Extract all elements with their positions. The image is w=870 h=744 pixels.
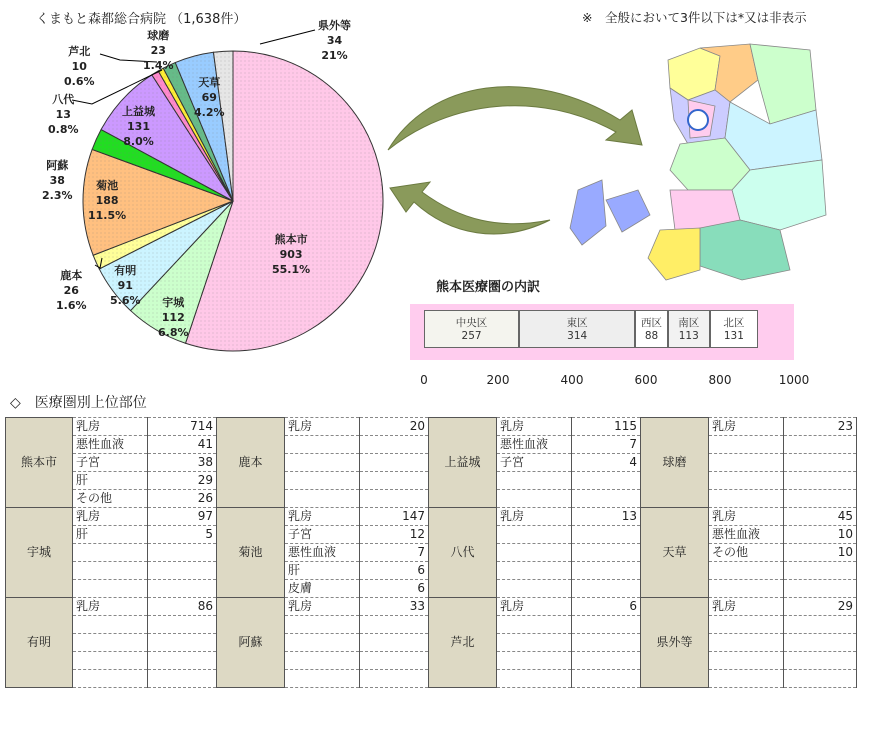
site-count-cell: 41	[148, 436, 217, 454]
site-count-cell	[360, 454, 429, 472]
site-count-cell: 115	[572, 418, 641, 436]
region-cell: 有明	[6, 598, 73, 688]
table-row	[6, 598, 857, 616]
arrow-to-map-icon	[388, 87, 642, 150]
site-name-cell	[709, 634, 784, 652]
site-count-cell	[360, 634, 429, 652]
site-name-cell	[73, 634, 148, 652]
site-count-cell	[784, 670, 857, 688]
site-name-cell: 悪性血液	[497, 436, 572, 454]
site-name-cell: 悪性血液	[73, 436, 148, 454]
bar-segment-2	[635, 310, 668, 348]
site-count-cell: 38	[148, 454, 217, 472]
site-name-cell: 悪性血液	[285, 544, 360, 562]
bar-segment-label: 中央区	[455, 317, 488, 329]
site-count-cell: 26	[148, 490, 217, 508]
note-text: ※ 全般において3件以下は*又は非表示	[582, 10, 807, 25]
site-count-cell	[784, 616, 857, 634]
site-name-cell	[73, 616, 148, 634]
bar-segment-0	[424, 310, 519, 348]
bar-segment-value: 131	[723, 330, 744, 342]
site-name-cell	[73, 670, 148, 688]
site-name-cell: 肝	[73, 472, 148, 490]
bar-segment-value: 88	[644, 330, 659, 342]
site-name-cell	[73, 544, 148, 562]
kumamoto-map	[570, 44, 826, 280]
region-cell: 県外等	[641, 598, 709, 688]
site-name-cell	[285, 652, 360, 670]
site-count-cell	[572, 526, 641, 544]
site-count-cell: 6	[572, 598, 641, 616]
arrow-from-map-icon	[390, 182, 550, 234]
site-name-cell	[497, 670, 572, 688]
site-name-cell	[497, 580, 572, 598]
region-cell: 芦北	[429, 598, 497, 688]
site-count-cell	[360, 616, 429, 634]
site-name-cell: 乳房	[497, 598, 572, 616]
site-count-cell	[148, 652, 217, 670]
site-count-cell: 10	[784, 544, 857, 562]
site-name-cell: 肝	[73, 526, 148, 544]
site-count-cell	[148, 670, 217, 688]
site-count-cell	[784, 472, 857, 490]
site-count-cell: 4	[572, 454, 641, 472]
site-name-cell	[497, 544, 572, 562]
site-count-cell: 29	[784, 598, 857, 616]
site-name-cell	[285, 670, 360, 688]
site-count-cell	[784, 634, 857, 652]
table-row	[6, 508, 857, 526]
site-count-cell: 29	[148, 472, 217, 490]
site-count-cell: 23	[784, 418, 857, 436]
site-name-cell	[709, 616, 784, 634]
region-cell: 天草	[641, 508, 709, 598]
site-count-cell	[572, 652, 641, 670]
site-count-cell: 714	[148, 418, 217, 436]
site-count-cell	[572, 616, 641, 634]
site-name-cell	[285, 634, 360, 652]
site-name-cell: その他	[709, 544, 784, 562]
bar-segment-label: 北区	[723, 317, 745, 329]
site-name-cell	[497, 634, 572, 652]
site-name-cell	[497, 526, 572, 544]
site-count-cell	[572, 490, 641, 508]
breakdown-title: 熊本医療圏の内訳	[436, 280, 541, 295]
site-count-cell	[572, 562, 641, 580]
label-kamimashiki: 上益城 131 8.0%	[122, 105, 155, 148]
site-count-cell	[572, 472, 641, 490]
label-kamoto: 鹿本 26 1.6%	[56, 269, 87, 312]
site-count-cell	[360, 436, 429, 454]
site-name-cell	[497, 490, 572, 508]
site-name-cell	[285, 472, 360, 490]
site-count-cell: 86	[148, 598, 217, 616]
region-cell: 阿蘇	[217, 598, 285, 688]
site-count-cell	[360, 472, 429, 490]
bar-segment-value: 314	[567, 330, 588, 342]
label-uki: 宇城 112 6.8%	[158, 296, 189, 339]
site-name-cell	[709, 472, 784, 490]
site-name-cell	[285, 436, 360, 454]
table-row	[6, 418, 857, 436]
region-cell: 八代	[429, 508, 497, 598]
x-tick-label: 400	[560, 373, 584, 387]
site-count-cell: 10	[784, 526, 857, 544]
x-tick-label: 600	[634, 373, 658, 387]
site-name-cell: 乳房	[497, 418, 572, 436]
site-name-cell: 乳房	[709, 508, 784, 526]
site-name-cell: 乳房	[73, 508, 148, 526]
site-count-cell: 5	[148, 526, 217, 544]
label-kengai: 県外等 34 21%	[318, 19, 351, 62]
site-count-cell	[148, 580, 217, 598]
site-name-cell: 乳房	[709, 598, 784, 616]
site-count-cell: 20	[360, 418, 429, 436]
site-name-cell: 乳房	[73, 598, 148, 616]
region-cell: 宇城	[6, 508, 73, 598]
bar-segment-4	[710, 310, 758, 348]
site-name-cell	[709, 562, 784, 580]
site-count-cell	[572, 634, 641, 652]
site-count-cell	[360, 670, 429, 688]
site-count-cell: 7	[572, 436, 641, 454]
site-name-cell: 子宮	[73, 454, 148, 472]
leader-line-kengai	[260, 30, 315, 44]
site-count-cell: 33	[360, 598, 429, 616]
site-count-cell: 6	[360, 580, 429, 598]
site-name-cell	[497, 472, 572, 490]
region-cell: 菊池	[217, 508, 285, 598]
site-count-cell: 13	[572, 508, 641, 526]
site-name-cell	[709, 454, 784, 472]
site-count-cell	[572, 544, 641, 562]
site-count-cell: 97	[148, 508, 217, 526]
site-name-cell: その他	[73, 490, 148, 508]
label-amakusa: 天草 69 4.2%	[194, 76, 225, 119]
x-tick-label: 200	[486, 373, 510, 387]
site-count-cell	[784, 562, 857, 580]
site-name-cell	[709, 436, 784, 454]
site-name-cell: 皮膚	[285, 580, 360, 598]
site-name-cell	[709, 652, 784, 670]
site-count-cell	[360, 490, 429, 508]
site-count-cell	[784, 436, 857, 454]
section-title: ◇ 医療圏別上位部位	[10, 395, 147, 411]
x-tick-label: 800	[708, 373, 732, 387]
bar-segment-label: 南区	[678, 317, 700, 329]
site-name-cell: 乳房	[285, 508, 360, 526]
label-kumamoto: 熊本市 903 55.1%	[272, 233, 311, 276]
x-tick-label: 0	[420, 373, 428, 387]
site-name-cell: 子宮	[497, 454, 572, 472]
bar-segment-value: 113	[678, 330, 699, 342]
site-name-cell	[497, 562, 572, 580]
label-aso: 阿蘇 38 2.3%	[42, 159, 73, 202]
chart-title: くまもと森都総合病院 （1,638件）	[36, 12, 247, 27]
site-count-cell: 6	[360, 562, 429, 580]
site-name-cell: 悪性血液	[709, 526, 784, 544]
site-name-cell	[497, 616, 572, 634]
site-name-cell: 乳房	[285, 598, 360, 616]
site-name-cell	[285, 616, 360, 634]
site-name-cell: 肝	[285, 562, 360, 580]
region-cell: 上益城	[429, 418, 497, 508]
site-name-cell	[497, 652, 572, 670]
site-name-cell: 子宮	[285, 526, 360, 544]
x-tick-label: 1000	[778, 373, 810, 387]
bar-segment-1	[519, 310, 635, 348]
site-name-cell	[709, 580, 784, 598]
site-count-cell	[148, 562, 217, 580]
site-count-cell	[572, 670, 641, 688]
site-count-cell: 147	[360, 508, 429, 526]
site-table	[5, 417, 857, 688]
site-count-cell	[148, 634, 217, 652]
site-name-cell	[709, 670, 784, 688]
site-count-cell	[784, 454, 857, 472]
site-name-cell: 乳房	[285, 418, 360, 436]
site-count-cell: 12	[360, 526, 429, 544]
site-count-cell	[360, 652, 429, 670]
region-cell: 熊本市	[6, 418, 73, 508]
site-count-cell	[148, 544, 217, 562]
label-kikuchi: 菊池 188 11.5%	[88, 179, 127, 222]
site-count-cell: 7	[360, 544, 429, 562]
site-name-cell	[73, 652, 148, 670]
label-ariake: 有明 91 5.6%	[110, 264, 141, 307]
site-name-cell	[285, 454, 360, 472]
site-name-cell: 乳房	[73, 418, 148, 436]
site-count-cell: 45	[784, 508, 857, 526]
site-name-cell	[709, 490, 784, 508]
label-kuma: 球磨 23 1.4%	[143, 29, 174, 72]
site-name-cell	[285, 490, 360, 508]
site-name-cell	[73, 562, 148, 580]
bar-segment-label: 東区	[566, 317, 588, 329]
site-name-cell: 乳房	[709, 418, 784, 436]
site-name-cell: 乳房	[497, 508, 572, 526]
bar-segment-3	[668, 310, 710, 348]
label-ashikita: 芦北 10 0.6%	[64, 45, 95, 88]
bar-segment-label: 西区	[641, 317, 663, 329]
site-count-cell	[784, 490, 857, 508]
site-count-cell	[784, 580, 857, 598]
site-count-cell	[784, 652, 857, 670]
site-count-cell	[148, 616, 217, 634]
bar-segment-value: 257	[461, 330, 482, 342]
site-count-cell	[572, 580, 641, 598]
label-yatsushiro: 八代 13 0.8%	[48, 93, 79, 136]
map-illustration	[370, 40, 860, 290]
region-cell: 鹿本	[217, 418, 285, 508]
region-cell: 球磨	[641, 418, 709, 508]
site-name-cell	[73, 580, 148, 598]
